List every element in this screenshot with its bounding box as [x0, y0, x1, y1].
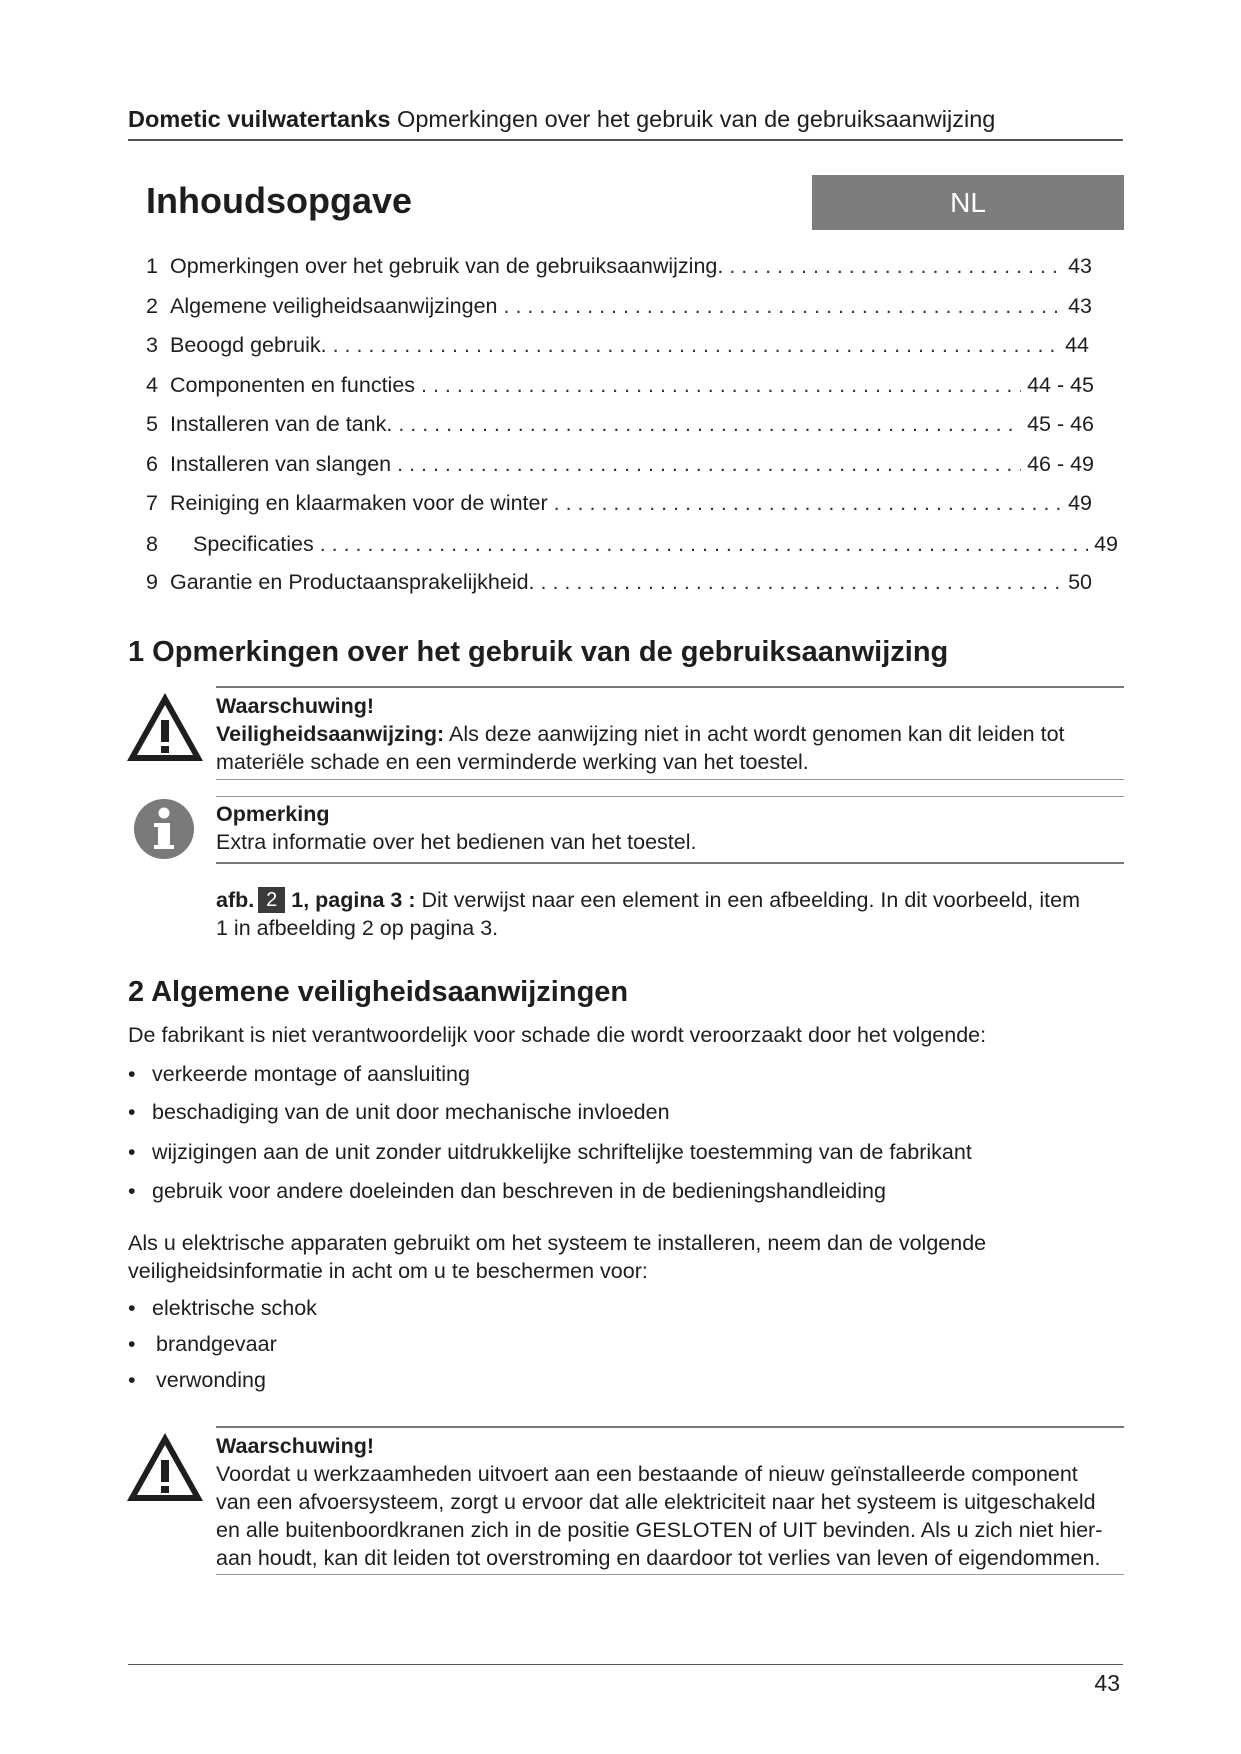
toc-entry-label: Installeren van de tank.	[170, 412, 393, 436]
note-top-rule	[216, 796, 1124, 797]
toc-entry[interactable]	[146, 491, 1092, 521]
toc-entry-number: 4	[146, 373, 158, 397]
warning-top-rule	[216, 686, 1124, 688]
toc-entry[interactable]	[146, 570, 1092, 600]
note-bottom-rule	[216, 862, 1124, 864]
figref-text: Dit verwijst naar een element in een afbeelding. In dit voorbeeld, item 1 in afbeelding 2 op pagina 3.	[216, 888, 1080, 940]
warning-heading: Waarschuwing!	[216, 694, 375, 718]
toc-entry-number: 6	[146, 452, 158, 476]
toc-entry-number: 3	[146, 333, 158, 357]
note-text: Extra informatie over het bedienen van het toestel.	[216, 830, 697, 854]
warning-text: Als deze aanwijzing niet in acht wordt genomen kan dit leiden tot materiële schade en een verminderde werking van het toestel.	[216, 722, 1065, 774]
toc-title: Inhoudsopgave	[146, 180, 413, 221]
list-item: • verwonding	[128, 1368, 266, 1392]
figref-box: 2	[258, 887, 285, 913]
toc-entry-page: 43	[1068, 294, 1092, 318]
toc-entry[interactable]	[146, 333, 1089, 363]
list-item: • verkeerde montage of aansluiting	[128, 1062, 470, 1086]
warning-lead: Veiligheidsaanwijzing:	[216, 722, 445, 746]
header-subtitle: Opmerkingen over het gebruik van de gebruiksaanwijzing	[397, 106, 996, 132]
toc-entry-label: Garantie en Productaansprakelijkheid.	[170, 570, 535, 594]
toc-leader-dots	[729, 254, 1062, 279]
warning-heading: Waarschuwing!	[216, 1434, 375, 1458]
figure-reference	[216, 886, 1086, 942]
info-icon	[133, 798, 195, 860]
warning-bottom-rule	[216, 779, 1124, 780]
toc-entry[interactable]	[146, 412, 1094, 442]
figref-suffix: 1, pagina 3 :	[291, 888, 416, 912]
toc-leader-dots	[397, 452, 1021, 477]
list-item: • beschadiging van de unit door mechanische invloeden	[128, 1100, 670, 1124]
toc-entry-page: 46 - 49	[1027, 452, 1094, 476]
toc-entry[interactable]	[146, 452, 1094, 482]
note-body	[216, 800, 1121, 856]
toc-entry-page: 49	[1094, 532, 1118, 556]
warning-1-body	[216, 692, 1121, 776]
warning-2-body	[216, 1432, 1116, 1572]
warning-2-bottom-rule	[216, 1574, 1124, 1575]
toc-entry-number: 2	[146, 294, 158, 318]
header-brand: Dometic vuilwatertanks	[128, 106, 391, 132]
toc-entry-label: Algemene veiligheidsaanwijzingen	[170, 294, 498, 318]
toc-entry-label: Reiniging en klaarmaken voor de winter	[170, 491, 548, 515]
toc-entry-label: Installeren van slangen	[170, 452, 392, 476]
footer-rule	[128, 1664, 1123, 1665]
toc-leader-dots	[504, 294, 1063, 319]
figref-prefix: afb.	[216, 888, 255, 912]
language-badge: NL	[812, 175, 1124, 230]
section-1-title: 1 Opmerkingen over het gebruik van de gebruiksaanwijzing	[128, 636, 949, 668]
toc-entry-page: 43	[1068, 254, 1092, 278]
toc-entry[interactable]	[146, 254, 1092, 284]
toc-leader-dots	[333, 333, 1059, 358]
toc-leader-dots	[541, 570, 1063, 595]
toc-entry[interactable]	[146, 294, 1092, 324]
running-header	[128, 106, 995, 133]
section-2-title: 2 Algemene veiligheidsaanwijzingen	[128, 976, 629, 1008]
list-item: • brandgevaar	[128, 1332, 277, 1356]
list-item: • wijzigingen aan de unit zonder uitdrukkelijke schriftelijke toestemming van de fabrikant	[128, 1140, 972, 1164]
toc-entry-label: Specificaties	[193, 532, 314, 556]
warning-triangle-icon	[124, 1430, 206, 1504]
list-item: • gebruik voor andere doeleinden dan beschreven in de bedieningshandleiding	[128, 1179, 886, 1203]
electric-intro: Als u elektrische apparaten gebruikt om het systeem te installeren, neem dan de volgende veiligheidsinformatie in acht om u te beschermen voor:	[128, 1231, 987, 1283]
page-number: 43	[1094, 1670, 1120, 1696]
toc-entry-page: 49	[1068, 491, 1092, 515]
toc-entry[interactable]	[146, 532, 1118, 562]
section-2-intro: De fabrikant is niet verantwoordelijk voor schade die wordt veroorzaakt door het volgende:	[128, 1023, 987, 1047]
toc-entry-label: Beoogd gebruik.	[170, 333, 327, 357]
toc-entry-page: 44	[1065, 333, 1089, 357]
toc-entry-label: Componenten en functies	[170, 373, 416, 397]
toc-entry-number: 9	[146, 570, 158, 594]
toc-entry-label: Opmerkingen over het gebruik van de gebruiksaanwijzing.	[170, 254, 724, 278]
toc-entry-number: 5	[146, 412, 158, 436]
toc-leader-dots	[554, 491, 1062, 516]
warning-triangle-icon	[124, 690, 206, 764]
toc-entry-number: 7	[146, 491, 158, 515]
toc-leader-dots	[398, 412, 1021, 437]
toc-entry-number: 1	[146, 254, 158, 278]
list-item: • elektrische schok	[128, 1296, 317, 1320]
header-rule	[128, 139, 1123, 141]
toc-entry[interactable]	[146, 373, 1094, 403]
toc-entry-page: 44 - 45	[1027, 373, 1094, 397]
toc-entry-page: 45 - 46	[1027, 412, 1094, 436]
toc-entry-number: 8	[146, 532, 158, 556]
warning-text: Voordat u werkzaamheden uitvoert aan een bestaande of nieuw geïnstalleerde component van een afvoersysteem, zorgt u ervoor dat alle elektriciteit naar het systeem is uitgeschakeld en alle buitenboordkranen zich in de positie GESLOTEN of UIT bevinden. Als u zich niet hier-aan houdt, kan dit leiden tot overstroming en daardoor tot verlies van leven of eigendommen.	[216, 1462, 1103, 1570]
toc-entry-page: 50	[1068, 570, 1092, 594]
toc-leader-dots	[421, 373, 1021, 398]
note-heading: Opmerking	[216, 802, 330, 826]
warning-2-top-rule	[216, 1426, 1124, 1428]
toc-leader-dots	[320, 532, 1088, 557]
